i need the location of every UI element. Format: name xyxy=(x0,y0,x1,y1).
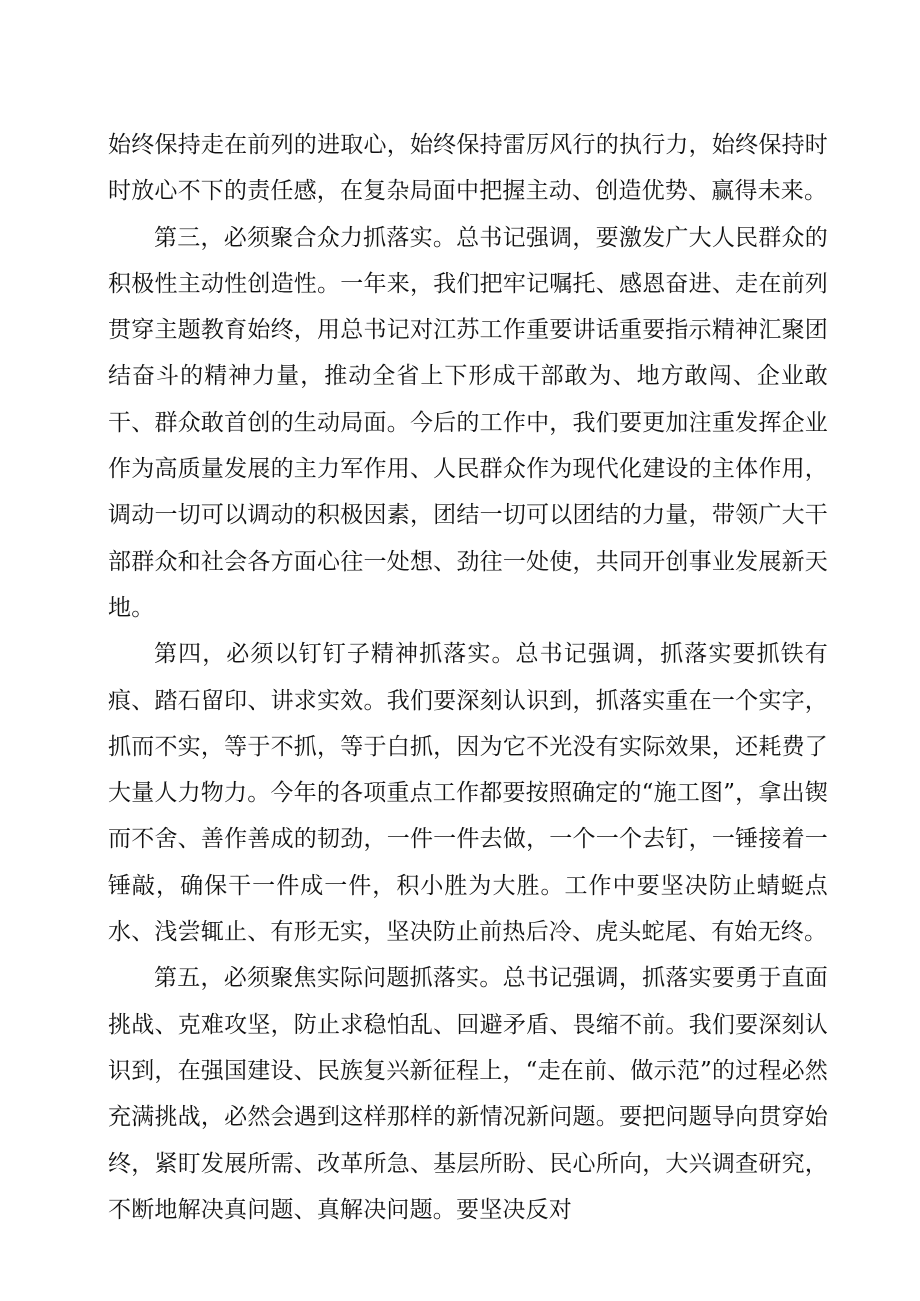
document-body xyxy=(108,122,828,1233)
paragraph-fifth-point: 第五，必须聚焦实际问题抓落实。总书记强调，抓落实要勇于直面挑战、克难攻坚，防止求稳怕乱、回避矛盾、畏缩不前。我们要深刻认识到，在强国建设、民族复兴新征程上，“走在前、做示范”的过程必然充满挑战，必然会遇到这样那样的新情况新问题。要把问题导向贯穿始终，紧盯发展所需、改革所急、基层所盼、民心所向，大兴调查研究，不断地解决真问题、真解决问题。要坚决反对 xyxy=(108,965,828,1223)
paragraph-fourth-point: 第四，必须以钉钉子精神抓落实。总书记强调，抓落实要抓铁有痕、踏石留印、讲求实效。我们要深刻认识到，抓落实重在一个实字，抓而不实，等于不抓，等于白抓，因为它不光没有实际效果，还耗费了大量人力物力。今年的各项重点工作都要按照确定的“施工图”，拿出锲而不舍、善作善成的韧劲，一件一件去做，一个一个去钉，一锤接着一锤敲，确保干一件成一件，积小胜为大胜。工作中要坚决防止蜻蜓点水、浅尝辄止、有形无实，坚决防止前热后冷、虎头蛇尾、有始无终。 xyxy=(108,641,828,946)
paragraph-third-point: 第三，必须聚合众力抓落实。总书记强调，要激发广大人民群众的积极性主动性创造性。一年来，我们把牢记嘱托、感恩奋进、走在前列贯穿主题教育始终，用总书记对江苏工作重要讲话重要指示精神汇聚团结奋斗的精神力量，推动全省上下形成干部敢为、地方敢闯、企业敢干、群众敢首创的生动局面。今后的工作中，我们要更加注重发挥企业作为高质量发展的主力军作用、人民群众作为现代化建设的主体作用，调动一切可以调动的积极因素，团结一切可以团结的力量，带领广大干部群众和社会各方面心往一处想、劲往一处使，共同开创事业发展新天地。 xyxy=(108,224,828,621)
paragraph-continued: 始终保持走在前列的进取心，始终保持雷厉风行的执行力，始终保持时时放心不下的责任感，在复杂局面中把握主动、创造优势、赢得未来。 xyxy=(108,132,828,205)
